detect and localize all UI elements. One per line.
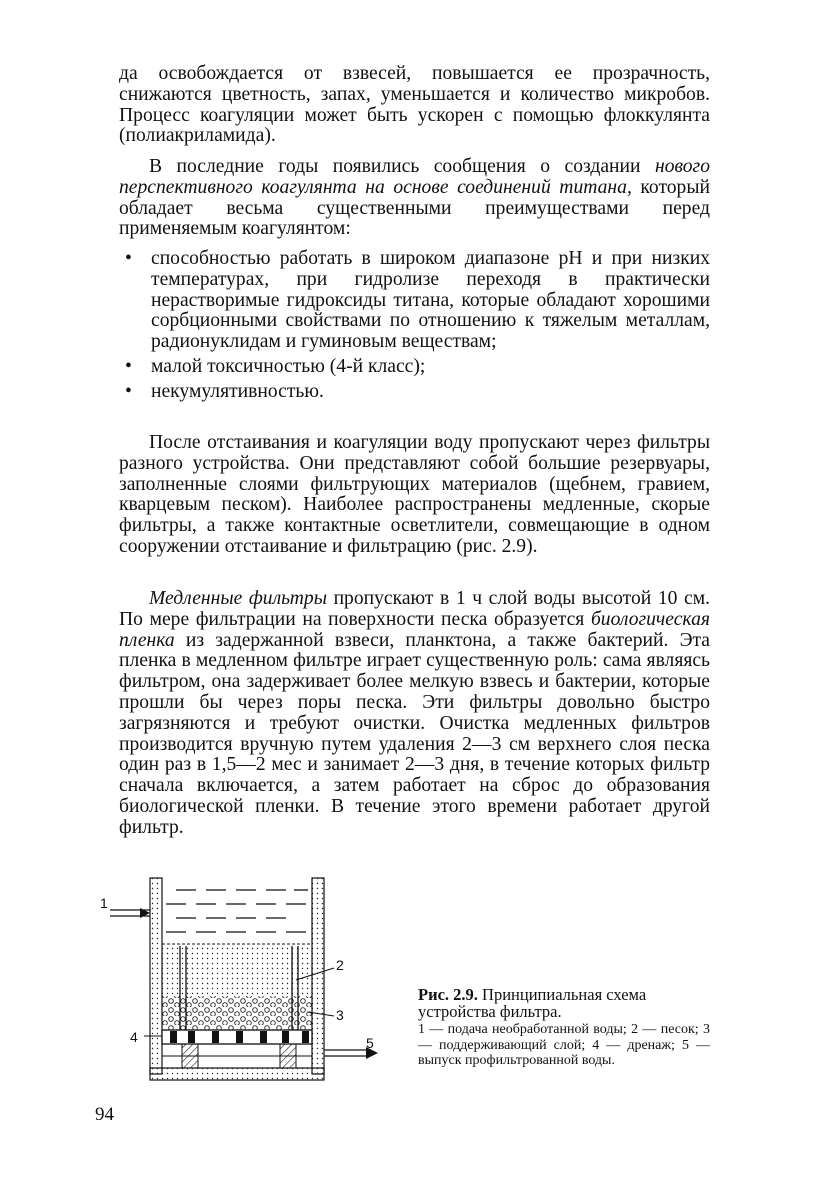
paragraph-4-part-b: из задержанной взвеси, планктона, а также бактерий. Эта пленка в медленном фильтре играет существенную роль: сама являясь фильтром, она задерживает более мелкую взвесь и бактерии, которые прошли бы через поры песка. Эти фильтры довольно быстро загрязняются и требуют очистки. Очистка медленных фильтров производится вручную путем удаления 2—3 см верхнего слоя песка один раз в 1,5—2 мес и занимает 2—3 дня, в течение которых фильтр сначала включается, а затем работает на сброс до образования биологической пленки. В течение этого времени работает другой фильтр. bbox=[119, 629, 710, 838]
label-3: 3 bbox=[336, 1007, 344, 1023]
list-item: • способностью работать в широком диапазоне рН и при низких температурах, при гидролизе переходя в практически нерастворимые гидроксиды титана, которые обладают хорошими сорбционными свойствами по отношению к тяжелым металлам, радионуклидам и гуминовым веществам; bbox=[125, 248, 710, 353]
paragraph-1-text: да освобождается от взвесей, повышается ее прозрачность, снижаются цветность, запах, уменьшается и количество микробов. Процесс коагуляции может быть ускорен с помощью флоккулянта (полиакриламида). bbox=[119, 63, 710, 147]
water-layer bbox=[166, 890, 308, 932]
paragraph-1 bbox=[119, 64, 710, 147]
drainage-layer bbox=[162, 1030, 312, 1068]
paragraph-3-text: После отстаивания и коагуляции воду пропускают через фильтры разного устройства. Они представляют собой большие резервуары, заполненные слоями фильтрующих материалов (щебнем, гравием, кварцевым песком). Наиболее распространены медленные, скорые фильтры, а также контактные осветлители, совмещающие в одном сооружении отстаивание и фильтрацию (рис. 2.9). bbox=[119, 432, 710, 557]
filter-diagram bbox=[96, 872, 386, 1102]
label-2: 2 bbox=[336, 957, 344, 973]
bullet-icon: • bbox=[125, 248, 132, 269]
paragraph-3 bbox=[119, 433, 710, 558]
paragraph-2-tail: который обладает весьма существенными преимуществами перед применяемым коагулянтом: bbox=[119, 176, 710, 240]
label-4: 4 bbox=[130, 1029, 138, 1045]
paragraph-2-emphasis: нового перспективного коагулянта на основе соединений титана, bbox=[119, 156, 710, 198]
paragraph-4-part-a: пропускают в 1 ч слой воды высотой 10 см. По мере фильтрации на поверхности песка образуется bbox=[119, 588, 710, 630]
label-5: 5 bbox=[366, 1035, 374, 1051]
paragraph-2-lead: В последние годы появились сообщения о создании bbox=[149, 156, 655, 177]
paragraph-4-emphasis-1: Медленные фильтры bbox=[149, 588, 327, 609]
figure-caption bbox=[418, 986, 710, 1069]
advantages-list bbox=[119, 249, 710, 407]
label-1: 1 bbox=[100, 895, 108, 911]
list-item: • некумулятивностью. bbox=[125, 380, 324, 402]
paragraph-4-emphasis-2: биологическая пленка bbox=[119, 608, 710, 651]
inlet-arrow bbox=[110, 908, 150, 918]
sand-layer bbox=[162, 944, 312, 996]
caption-number: Рис. 2.9. bbox=[418, 985, 478, 1004]
paragraph-2 bbox=[119, 157, 710, 240]
bullet-icon: • bbox=[125, 355, 132, 377]
list-item: • малой токсичностью (4-й класс); bbox=[125, 355, 426, 377]
paragraph-4 bbox=[119, 589, 710, 839]
caption-legend: 1 — подача необработанной воды; 2 — песок; 3 — поддерживающий слой; 4 — дренаж; 5 — выпуск профильтрованной воды. bbox=[418, 1022, 710, 1068]
bullet-icon: • bbox=[125, 380, 132, 402]
caption-title: Принципиальная схема устройства фильтра. bbox=[418, 985, 647, 1021]
page-number: 94 bbox=[95, 1104, 114, 1125]
support-layer bbox=[162, 996, 312, 1030]
